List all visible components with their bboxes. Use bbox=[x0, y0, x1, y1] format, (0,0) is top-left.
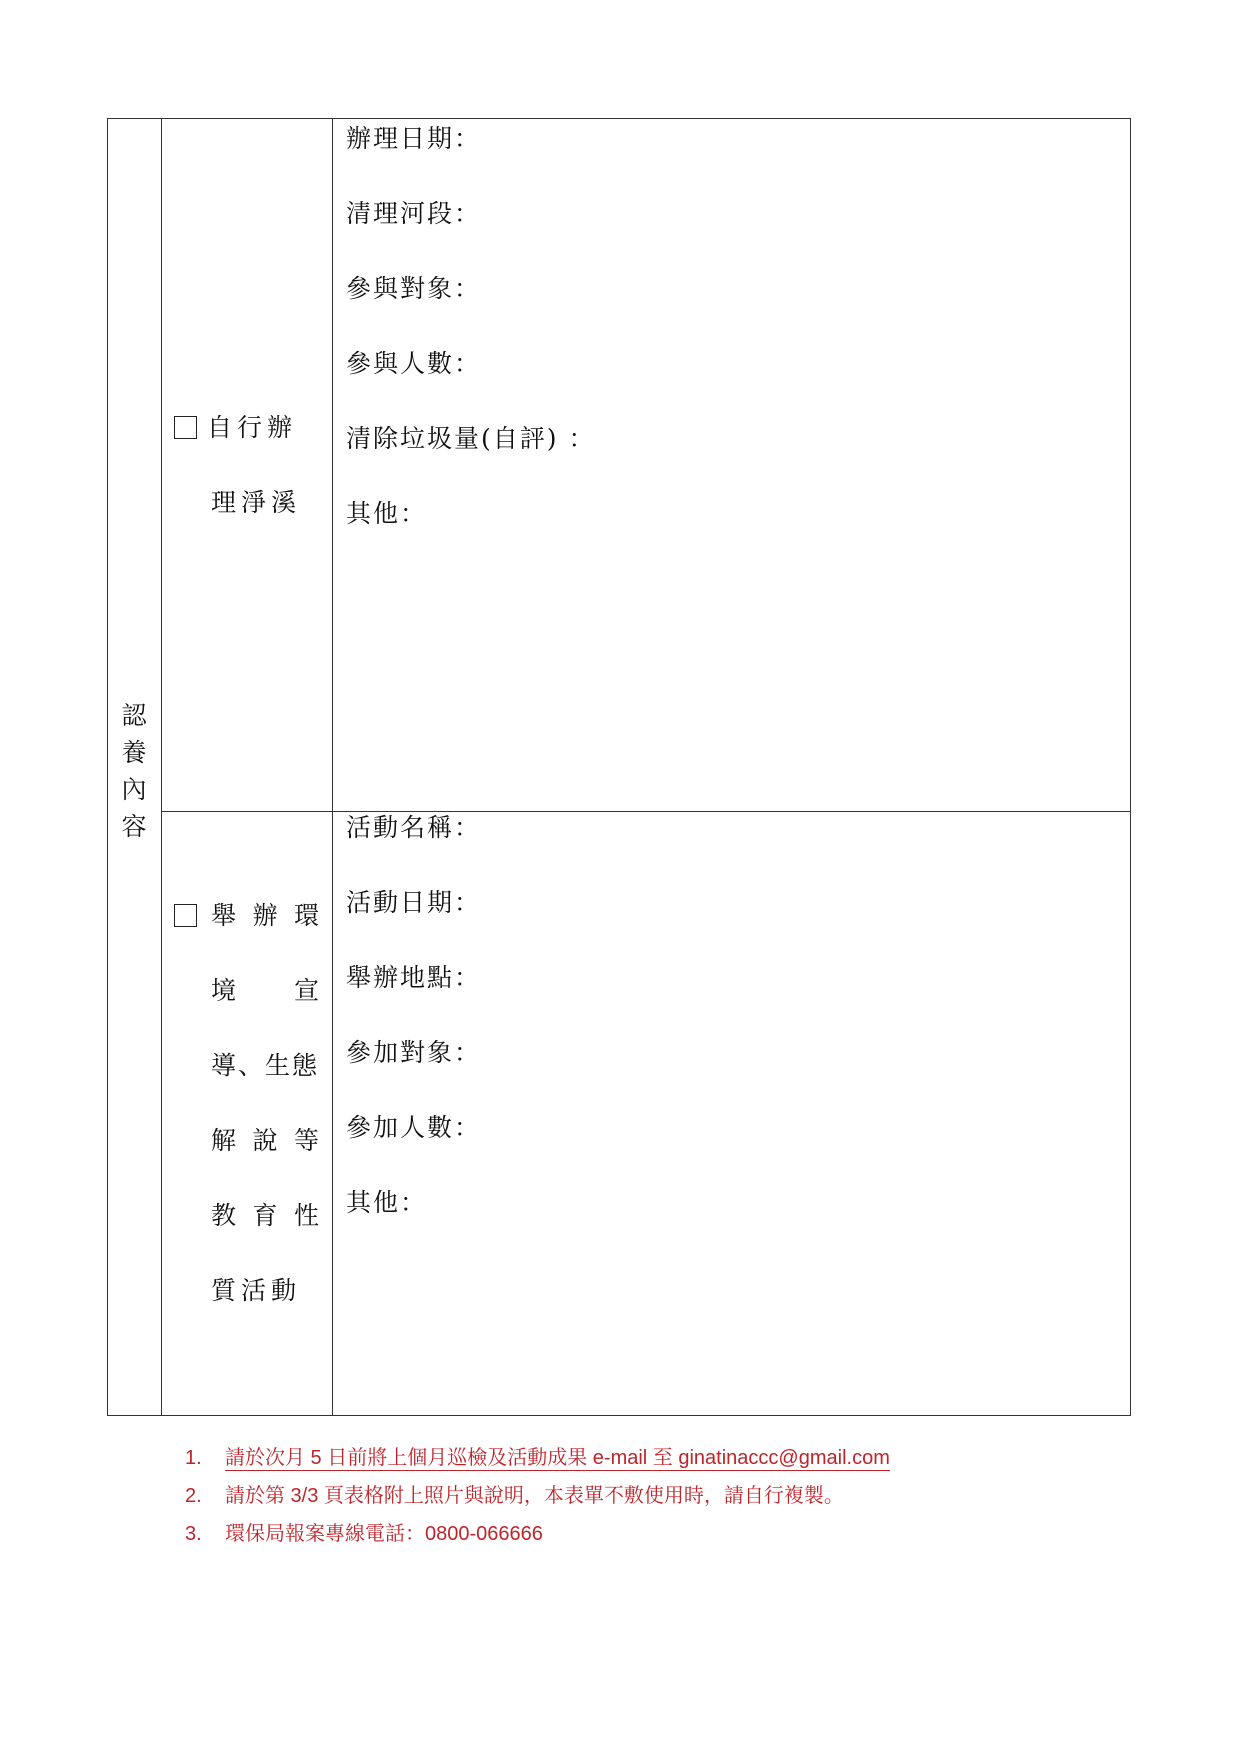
checkbox-education-activity[interactable] bbox=[174, 904, 197, 927]
section-label-adoption-content bbox=[118, 697, 150, 845]
field-participant-count[interactable]: 參與人數： bbox=[346, 349, 482, 378]
category-label-line: 導、生態 bbox=[211, 1051, 320, 1080]
column-divider-2 bbox=[332, 119, 333, 1415]
note-item bbox=[185, 1443, 890, 1473]
field-other[interactable]: 其他： bbox=[346, 499, 428, 528]
category-label-char: 宣 bbox=[293, 976, 319, 1005]
field-other[interactable]: 其他： bbox=[346, 1188, 428, 1217]
section-label-char: 養 bbox=[121, 738, 147, 767]
field-participants[interactable]: 參與對象： bbox=[346, 274, 482, 303]
section-label-char: 認 bbox=[121, 701, 147, 730]
note-number: 2. bbox=[185, 1485, 202, 1507]
category-label-char: 辦 bbox=[252, 901, 278, 930]
category-label-char: 教 bbox=[211, 1201, 237, 1230]
field-attendee-count[interactable]: 參加人數： bbox=[346, 1113, 482, 1142]
category-label-char: 等 bbox=[293, 1126, 319, 1155]
field-garbage-amount[interactable]: 清除垃圾量(自評) ： bbox=[346, 424, 596, 453]
category-label-char: 育 bbox=[252, 1201, 278, 1230]
note-number: 1. bbox=[185, 1447, 202, 1469]
category-label-char: 環 bbox=[293, 901, 319, 930]
field-cleanup-date[interactable]: 辦理日期： bbox=[346, 124, 482, 153]
adoption-content-table bbox=[107, 118, 1131, 1416]
row-divider bbox=[161, 811, 1130, 812]
section-label-char: 容 bbox=[121, 812, 147, 841]
note-number: 3. bbox=[185, 1523, 202, 1545]
field-cleanup-section[interactable]: 清理河段： bbox=[346, 199, 482, 228]
category-label-line1: 自行辦 bbox=[207, 413, 298, 442]
category-label-char: 說 bbox=[252, 1126, 278, 1155]
note-text: 請於第 3/3 頁表格附上照片與說明，本表單不敷使用時，請自行複製。 bbox=[225, 1485, 844, 1507]
category-label-line2: 理淨溪 bbox=[211, 488, 302, 517]
category-label-char: 解 bbox=[211, 1126, 237, 1155]
field-activity-name[interactable]: 活動名稱： bbox=[346, 813, 482, 842]
category-label-char: 性 bbox=[293, 1201, 319, 1230]
note-text-hotline: 環保局報案專線電話：0800-066666 bbox=[225, 1523, 543, 1545]
section-label-char: 內 bbox=[121, 775, 147, 804]
note-text-email[interactable]: 請於次月 5 日前將上個月巡檢及活動成果 e-mail 至 ginatinaccc@gmail.com bbox=[225, 1447, 890, 1469]
note-item bbox=[185, 1519, 543, 1549]
category-label-line: 質活動 bbox=[211, 1276, 302, 1305]
category-label-char: 境 bbox=[211, 976, 237, 1005]
field-activity-date[interactable]: 活動日期： bbox=[346, 888, 482, 917]
checkbox-self-cleanup[interactable] bbox=[174, 416, 197, 439]
field-attendees[interactable]: 參加對象： bbox=[346, 1038, 482, 1067]
category-label-char: 舉 bbox=[211, 901, 237, 930]
note-item bbox=[185, 1481, 844, 1511]
field-activity-location[interactable]: 舉辦地點： bbox=[346, 963, 482, 992]
column-divider-1 bbox=[161, 119, 162, 1415]
